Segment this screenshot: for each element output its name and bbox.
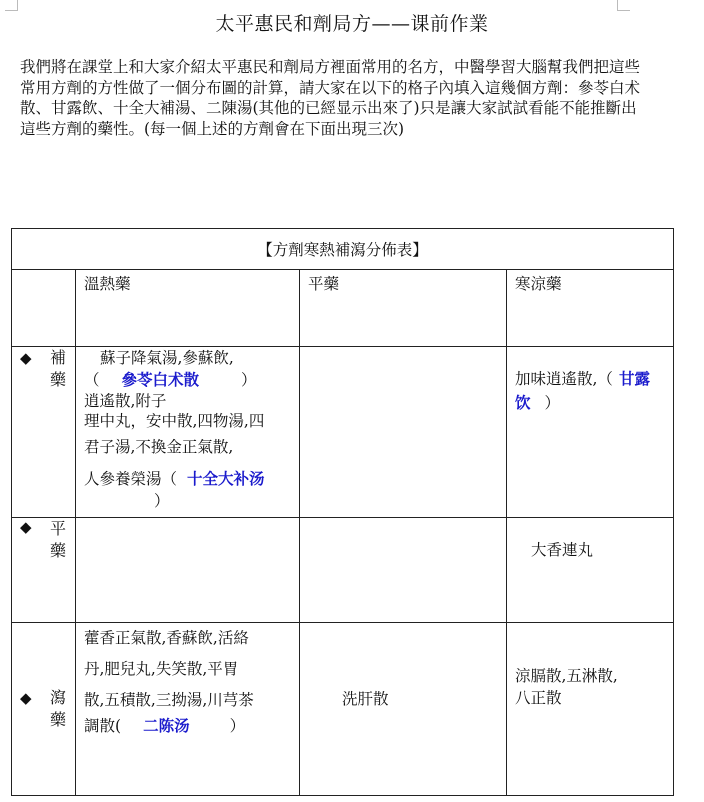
- paren-close: ）: [544, 394, 561, 412]
- cell-xie-neutral: [300, 623, 507, 796]
- cell-xie-cool: [507, 623, 674, 796]
- diamond-bullet-icon: ◆: [20, 518, 32, 536]
- cell-xie-warm-line1: 藿香正氣散,香蘇飲,活絡: [84, 629, 249, 647]
- cell-ping-cool: [507, 518, 674, 623]
- cell-xie-warm-line4: [84, 716, 293, 736]
- distribution-table: [11, 228, 674, 796]
- cell-xie-warm-line3: 散,五積散,三拗湯,川芎茶: [84, 691, 254, 709]
- row-label-bu: [12, 347, 76, 518]
- answer-erchen-tang: 二陈汤: [143, 716, 190, 735]
- diamond-bullet-icon: ◆: [20, 349, 32, 367]
- cell-xie-cool-line1: 涼膈散,五淋散,: [515, 667, 618, 685]
- row-label-xie-text: 瀉藥: [50, 688, 67, 729]
- table-caption: 【方劑寒熱補瀉分佈表】: [12, 229, 674, 270]
- cell-bu-warm-line1: 蘇子降氣湯,參蘇飲,: [100, 349, 234, 367]
- cell-bu-warm-line6: [84, 468, 293, 490]
- cell-bu-warm-line2: [84, 369, 293, 391]
- cell-bu-warm-line6-prefix: 人參養榮湯（: [84, 470, 178, 488]
- col-header-neutral-label: 平藥: [308, 275, 340, 293]
- document-title: 太平惠民和劑局方——课前作業: [215, 13, 489, 35]
- answer-shiquan-dabu-tang: 十全大补汤: [187, 469, 265, 488]
- cell-xie-cool-line2: 八正散: [515, 689, 562, 707]
- cell-ping-neutral: [300, 518, 507, 623]
- col-header-warm: [76, 270, 300, 347]
- row-label-bu-text: 補藥: [50, 348, 67, 389]
- col-header-cool: [507, 270, 674, 347]
- cell-bu-warm-line4: 理中丸，安中散,四物湯,四: [84, 412, 265, 430]
- col-header-neutral: [300, 270, 507, 347]
- cell-bu-warm: [76, 347, 300, 518]
- cell-xie-warm-line4-prefix: 調散(: [84, 717, 122, 735]
- cell-ping-warm: [76, 518, 300, 623]
- cell-xie-warm-line2: 丹,肥兒丸,失笑散,平胃: [84, 660, 239, 678]
- cell-ping-cool-text: 大香連丸: [531, 541, 594, 559]
- answer-ganlu-yin: 甘露饮: [515, 369, 650, 412]
- paren-close: ）: [241, 371, 257, 389]
- paren-open: （: [84, 371, 100, 389]
- cell-bu-warm-line5: 君子湯,不換金正氣散,: [84, 438, 234, 456]
- row-label-ping: [12, 518, 76, 623]
- cell-bu-neutral: [300, 347, 507, 518]
- answer-shenling-baizhu-san: 參苓白术散: [121, 370, 200, 389]
- intro-paragraph: 我們將在課堂上和大家介紹太平惠民和劑局方裡面常用的名方，中醫學習大腦幫我們把這些常用方劑的方性做了一個分布圖的計算，請大家在以下的格子內填入這幾個方劑：參苓白术散、甘露飲、十全大補湯、二陳湯(其他的已經显示出來了)只是讓大家試試看能不能推斷出這些方劑的藥性。(每一個上述的方劑會在下面出現三次): [20, 58, 641, 138]
- cell-bu-warm-line3: 逍遙散,附子: [84, 392, 167, 410]
- row-label-ping-text: 平藥: [50, 519, 67, 560]
- cell-bu-warm-line7: ）: [154, 492, 170, 510]
- col-header-warm-label: 溫熱藥: [84, 275, 131, 293]
- col-header-cool-label: 寒涼藥: [515, 275, 562, 293]
- diamond-bullet-icon: ◆: [20, 689, 32, 707]
- cell-xie-neutral-text: 洗肝散: [342, 690, 389, 708]
- cell-bu-cool: [507, 347, 674, 518]
- paren-close: ）: [229, 717, 246, 735]
- cell-bu-cool-prefix: 加味逍遙散,（: [515, 370, 613, 388]
- cell-xie-warm: [76, 623, 300, 796]
- row-label-xie: [12, 623, 76, 796]
- corner-cell: [12, 270, 76, 347]
